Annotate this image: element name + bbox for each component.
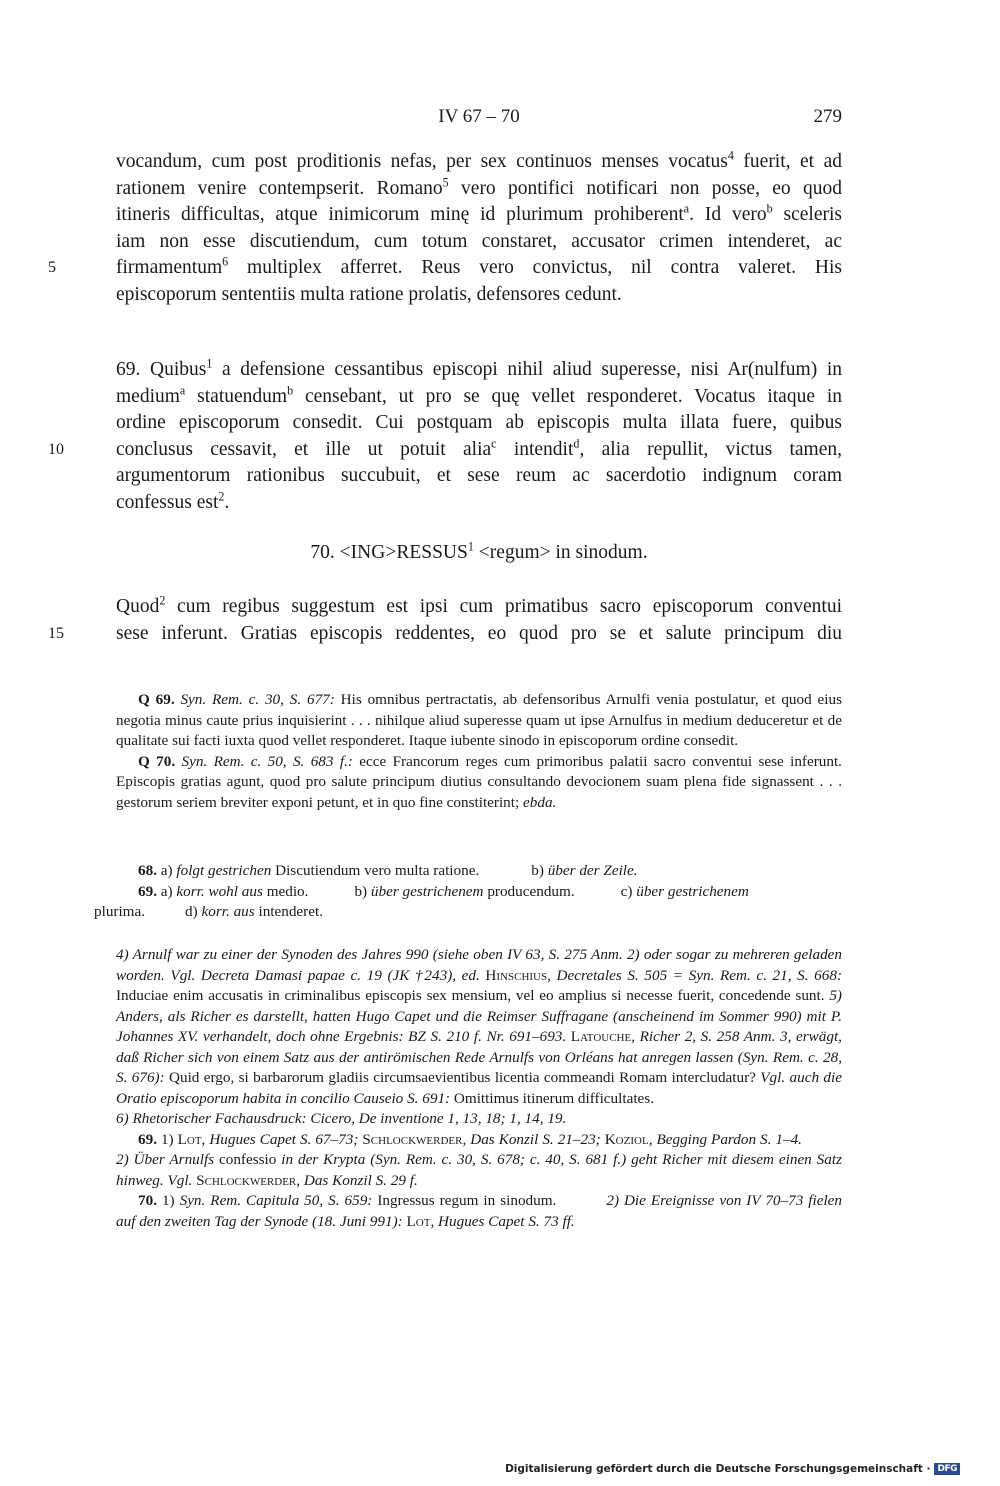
- commentary-note-69: 69. 1) Lot, Hugues Capet S. 67–73; Schlockwerder, Das Konzil S. 21–23; Koziol, Begging Pardon S. 1–4.2) Über Arnulfs confessio in der Krypta (Syn. Rem. c. 30, S. 678; c. 40, S. 681 f.) geht Richer mit diesem einen Satz hinweg. Vgl. Schlockwerder, Das Konzil S. 29 f.: [116, 1130, 842, 1189]
- text-line: itineris difficultas, atque inimicorum minę id plurimum prohiberent$^a$. Id vero$^b$ sceleris: [116, 201, 842, 225]
- text-line: vocandum, cum post proditionis nefas, per sex continuos menses vocatus$^4$ fuerit, et ad: [116, 148, 842, 172]
- running-title: IV 67 – 70: [438, 106, 520, 127]
- text-line: 10 conclusus cessavit, et ille ut potuit alia$^c$ intendit$^d$, alia repullit, victus tamen,: [116, 437, 842, 464]
- text-line: 5 firmamentum$^6$ multiplex afferret. Reus vero convictus, nil contra valeret. His: [116, 255, 842, 282]
- main-paragraph-1: [48, 148, 842, 308]
- main-paragraph-70: [48, 593, 842, 647]
- source-note-q70: Q 70. Syn. Rem. c. 50, S. 683 f.: ecce Francorum reges cum primoribus palatii sacro conventui sese inferunt. Episcopis gratias agunt, quod pro salute principum diutius consultando devocionem suam plena fide signassent . . . gestorum seriem breviter exponi petunt, et in quo fine constiterint; ebda.: [116, 752, 842, 811]
- line-number: 5: [48, 259, 56, 276]
- text-line: ordine episcoporum consedit. Cui postquam ab episcopis multa illata fuere, quibus: [116, 412, 842, 433]
- critical-apparatus: [94, 861, 842, 923]
- chapter-heading: 70. $<ING>RESSUS^1$ <regum> in sinodum.: [310, 539, 648, 563]
- commentary-notes: [116, 945, 842, 1232]
- text-line: medium$^a$ statuendum$^b$ censebant, ut pro se quę vellet responderet. Vocatus itaque in: [116, 383, 842, 407]
- digitization-footer: [505, 1463, 960, 1475]
- page-number: 279: [813, 106, 842, 127]
- text-line: confessus est$^2$.: [116, 489, 230, 513]
- main-paragraph-69: [48, 356, 842, 516]
- text-line: episcoporum sententiis multa ratione prolatis, defensores cedunt.: [116, 283, 622, 305]
- text-line: Quod$^2$ cum regibus suggestum est ipsi cum primatibus sacro episcoporum conventui: [116, 593, 842, 617]
- apparatus-68: 68. a) folgt gestrichen Discutiendum vero multa ratione. b) über der Zeile.: [138, 862, 638, 879]
- commentary-note-70: 70. 1) Syn. Rem. Capitula 50, S. 659: Ingressus regum in sinodum. 2) Die Ereignisse von IV 70–73 fielen auf den zweiten Tag der Synode (18. Juni 991): Lot, Hugues Capet S. 73 ff.: [116, 1192, 843, 1230]
- line-number: 15: [48, 624, 64, 642]
- text-line: argumentorum rationibus succubuit, et sese reum ac sacerdotio indignum coram: [116, 465, 842, 486]
- apparatus-69: 69. a) korr. wohl aus medio. b) über gestrichenem producendum. c) über gestrichenem plurima. d) korr. aus intenderet.: [94, 882, 749, 920]
- source-notes: [116, 690, 842, 813]
- line-number: 10: [48, 440, 64, 458]
- text-line: iam non esse discutiendum, cum totum constaret, accusator crimen intenderet, ac: [116, 230, 842, 252]
- text-line: 15 sese inferunt. Gratias episcopis reddentes, eo quod pro se et salute principum diu: [116, 621, 842, 648]
- text-line: 69. Quibus$^1$ a defensione cessantibus episcopi nihil aliud superesse, nisi Ar(nulfum) in: [116, 356, 842, 380]
- dfg-logo: DFG: [934, 1463, 960, 1475]
- source-note-q69: Q 69. Syn. Rem. c. 30, S. 677: His omnibus pertractatis, ab defensoribus Arnulfi venia postulatur, et quod eius negotia minus caute prius inquisierint . . . nihilque aliud superesse quam ut ipse Arnulfus in medium deduceretur et de qualitate sui facti iuxta quod vellet responderet. Itaque iubente sinodo in episcoporum ordine consedit.: [116, 691, 842, 749]
- footer-text: Digitalisierung gefördert durch die Deutsche Forschungsgemeinschaft ·: [505, 1463, 931, 1475]
- page-header: [116, 106, 842, 132]
- text-line: rationem venire contempserit. Romano$^5$ vero pontifici notificari non posse, eo quod: [116, 175, 842, 199]
- commentary-note-4-6: 4) Arnulf war zu einer der Synoden des Jahres 990 (siehe oben IV 63, S. 275 Anm. 2) oder sogar zu mehreren geladen worden. Vgl. Decreta Damasi papae c. 19 (JK †243), ed. Hinschius, Decretales S. 505 = Syn. Rem. c. 21, S. 668: Induciae enim accusatis in criminalibus episcopis sex mensium, vel eo amplius si necesse fuerit, concedende sunt. 5) Anders, als Richer es darstellt, hatten Hugo Capet und die Reimser Suffragane (anscheinend im Sommer 990) mit P. Johannes XV. verhandelt, doch ohne Ergebnis: BZ S. 210 f. Nr. 691–693. Latouche, Richer 2, S. 258 Anm. 3, erwägt, daß Richer sich von einem Satz aus der antirömischen Rede Arnulfs von Orléans hat anregen lassen (Syn. Rem. c. 28, S. 676): Quid ergo, si barbarorum gladiis circumsaevientibus licentia commeandi Romam intercludatur? Vgl. auch die Oratio episcoporum habita in concilio Causeio S. 691: Omittimus itinerum difficultates. 6) Rhetorischer Fachausdruck: Cicero, De inventione 1, 13, 18; 1, 14, 19.: [116, 946, 842, 1127]
